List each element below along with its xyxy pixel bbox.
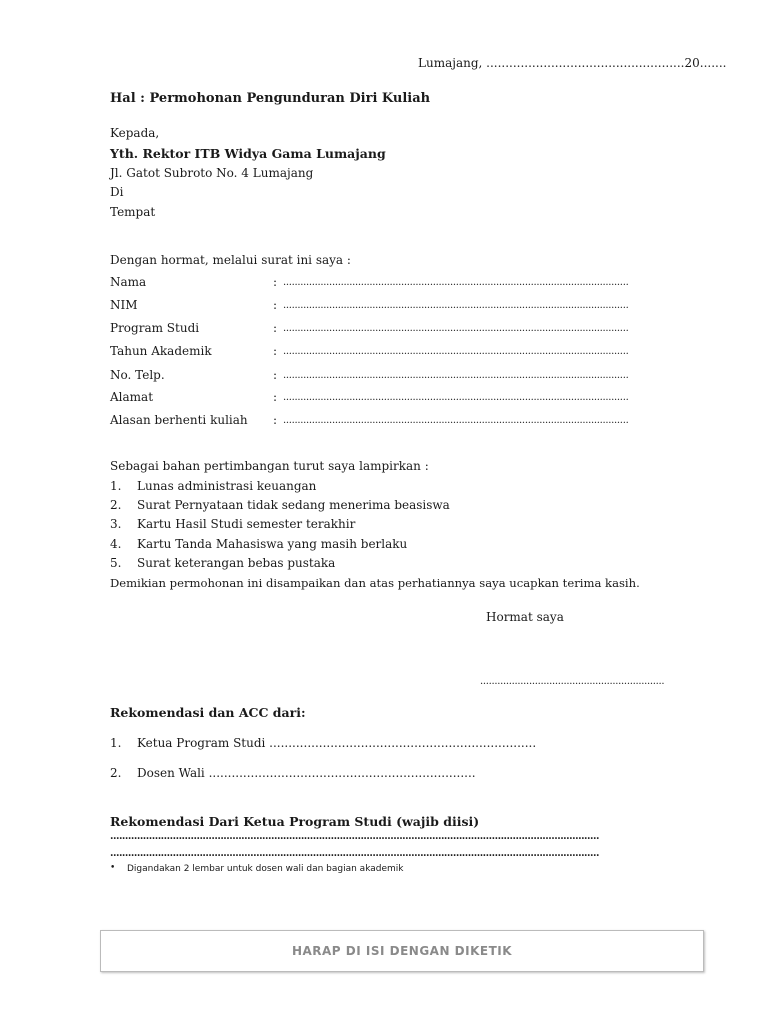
- list-item-number: 2.: [110, 498, 122, 512]
- field-alamat-blank[interactable]: ........................................................................................................................: [283, 392, 629, 403]
- attachments-intro: Sebagai bahan pertimbangan turut saya lampirkan :: [110, 459, 429, 473]
- note-text: Digandakan 2 lembar untuk dosen wali dan bagian akademik: [127, 864, 404, 874]
- field-label-nim: NIM: [110, 298, 138, 312]
- place-date: Lumajang, ....................................................20.......: [418, 56, 727, 70]
- field-alasan-blank[interactable]: ........................................................................................................................: [283, 415, 629, 426]
- list-item-number: 5.: [110, 556, 122, 570]
- field-colon: :: [273, 368, 278, 382]
- field-colon: :: [273, 344, 278, 358]
- field-label-alasan: Alasan berhenti kuliah: [110, 413, 248, 427]
- recipient-address: Jl. Gatot Subroto No. 4 Lumajang: [110, 166, 314, 180]
- field-colon: :: [273, 275, 278, 289]
- recipient-di: Di: [110, 185, 124, 199]
- recipient-kepada: Kepada,: [110, 126, 160, 140]
- kaprodi-title: Rekomendasi Dari Ketua Program Studi (wajib diisi): [110, 814, 480, 829]
- field-colon: :: [273, 413, 278, 427]
- field-label-program-studi: Program Studi: [110, 321, 200, 335]
- intro-text: Dengan hormat, melalui surat ini saya :: [110, 253, 351, 267]
- recipient-yth: Yth. Rektor ITB Widya Gama Lumajang: [110, 146, 386, 161]
- closing-text: Demikian permohonan ini disampaikan dan atas perhatiannya saya ucapkan terima kasih.: [110, 576, 640, 590]
- field-program-studi-blank[interactable]: ........................................................................................................................: [283, 323, 629, 334]
- kaprodi-line-2[interactable]: ....................................................................................................................................................................: [110, 848, 599, 859]
- recipient-tempat: Tempat: [110, 205, 156, 219]
- bullet-icon: •: [110, 863, 116, 873]
- field-label-nama: Nama: [110, 275, 147, 289]
- list-item: Surat keterangan bebas pustaka: [137, 556, 336, 570]
- field-nim-blank[interactable]: ........................................................................................................................: [283, 300, 629, 311]
- list-item: Surat Pernyataan tidak sedang menerima beasiswa: [137, 498, 450, 512]
- field-nama-blank[interactable]: ........................................................................................................................: [283, 277, 629, 288]
- subject-line: Hal : Permohonan Pengunduran Diri Kuliah: [110, 91, 431, 106]
- list-item-number: 1.: [110, 736, 122, 750]
- list-item: Kartu Tanda Mahasiswa yang masih berlaku: [137, 537, 408, 551]
- list-item: Kartu Hasil Studi semester terakhir: [137, 517, 356, 531]
- list-item-number: 1.: [110, 479, 122, 493]
- list-item-number: 2.: [110, 766, 122, 780]
- list-item-number: 3.: [110, 517, 122, 531]
- field-colon: :: [273, 321, 278, 335]
- recommendation-title: Rekomendasi dan ACC dari:: [110, 705, 306, 720]
- footer-box: [100, 930, 704, 972]
- recommendation-kaprodi[interactable]: Ketua Program Studi ......................................................................: [137, 736, 537, 750]
- field-label-no-telp: No. Telp.: [110, 368, 165, 382]
- field-colon: :: [273, 298, 278, 312]
- list-item: Lunas administrasi keuangan: [137, 479, 317, 493]
- field-label-alamat: Alamat: [110, 390, 154, 404]
- field-tahun-akademik-blank[interactable]: ........................................................................................................................: [283, 346, 629, 357]
- recommendation-dosen-wali[interactable]: Dosen Wali ......................................................................: [137, 766, 476, 780]
- field-no-telp-blank[interactable]: ........................................................................................................................: [283, 370, 629, 381]
- field-colon: :: [273, 390, 278, 404]
- list-item-number: 4.: [110, 537, 122, 551]
- field-label-tahun-akademik: Tahun Akademik: [110, 344, 212, 358]
- kaprodi-line-1[interactable]: ....................................................................................................................................................................: [110, 831, 599, 842]
- signature-label: Hormat saya: [486, 610, 564, 624]
- footer-text: HARAP DI ISI DENGAN DIKETIK: [291, 944, 513, 958]
- signature-line[interactable]: ................................................................: [480, 676, 665, 687]
